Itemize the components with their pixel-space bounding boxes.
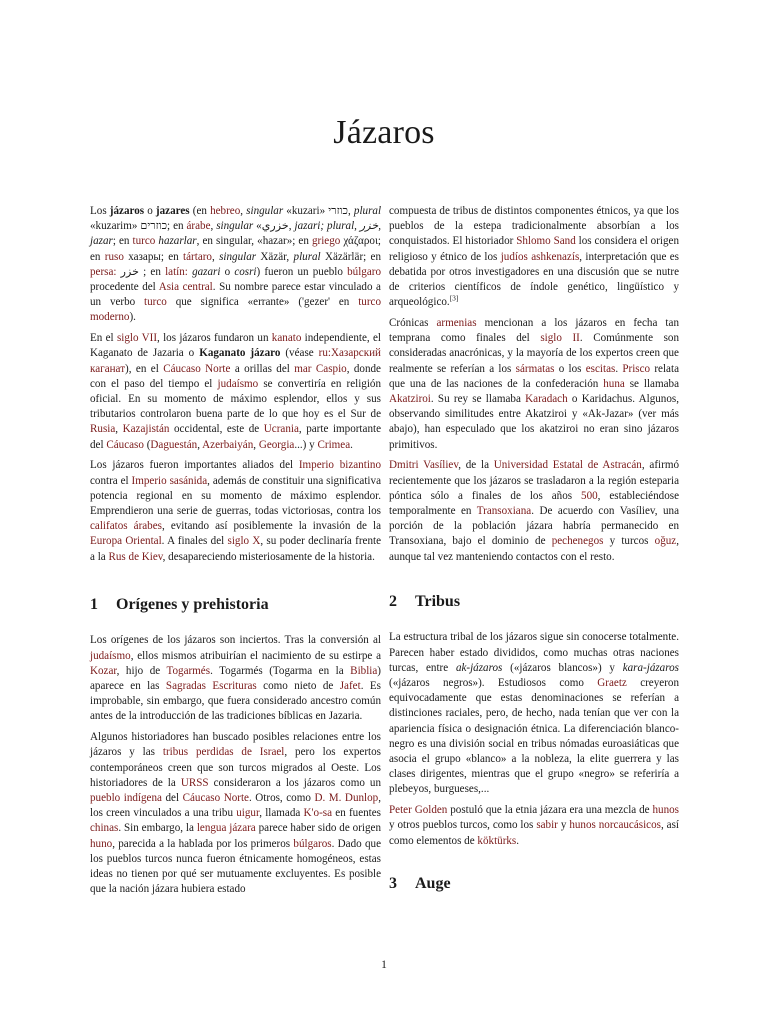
tribes-paragraph [389, 630, 679, 797]
text-run: . Dado que los pueblos turcos nunca fueron étnicamente homogéneos, estas ideas no tienen por qué ser mutuamente excluyentes. Es posible que la nación jázara hubiera estado [90, 837, 381, 896]
text-run: , aunque tal vez manteniendo contactos con el resto. [389, 535, 680, 563]
text-run: , en singular, «hazar»; en [196, 235, 312, 248]
italic-term: hazarlar [158, 235, 197, 248]
italic-term: plural [293, 250, 321, 263]
text-run: o [144, 205, 156, 217]
text-run: a orillas del [230, 362, 295, 375]
text-run: contra el [90, 474, 132, 487]
section-heading-tribes [389, 592, 679, 612]
wiki-link[interactable]: Peter Golden [389, 804, 448, 817]
left-column [90, 204, 381, 903]
text-run: ). [129, 311, 136, 324]
text-run: (en [189, 205, 211, 217]
text-run: del [161, 792, 183, 805]
wiki-link[interactable]: Prisco [622, 362, 651, 375]
text-run: o [220, 265, 235, 278]
chronicles-paragraph [389, 316, 679, 453]
wiki-link[interactable]: mar Caspio [294, 362, 347, 375]
wiki-link[interactable]: chinas [90, 822, 119, 835]
section-number: 2 [389, 593, 397, 611]
wiki-link[interactable]: Akatziroi [389, 393, 431, 406]
text-run: , parecida a la hablada por los primeros [112, 837, 294, 850]
text-run: . Su nombre parece estar vinculado a un verbo [90, 281, 381, 309]
text-run: . Es improbable, sin embargo, que fuera considerado ancestro común antes de la introducción de las tradiciones bíblicas en Jazaria. [90, 680, 381, 723]
italic-term: ak-jázaros [455, 661, 503, 674]
wiki-link[interactable]: Kazajistán [122, 423, 170, 436]
text-run: y [557, 819, 570, 832]
text-run: o Karidachus. Algunos, observando similitudes entre Akatziroi y «Ak-Jazar» (ver más abajo), han especulado que los akatziroi no eran sino jázaros primitivos. [389, 393, 679, 451]
text-run: postuló que la etnia jázara era una mezcla de [447, 804, 653, 817]
bold-term: jázaros [109, 205, 145, 217]
italic-term: jazari; plural, خزر, jazar [90, 220, 382, 248]
text-run: ; en [112, 235, 133, 248]
wiki-link[interactable]: Togarmés [166, 664, 211, 677]
text-run: («jázaros blancos») y [502, 661, 623, 674]
italic-term: plural [353, 205, 382, 217]
allies-paragraph [90, 458, 381, 564]
wiki-link[interactable]: turco [132, 235, 156, 248]
text-run: ) fueron un pueblo [256, 265, 348, 278]
wiki-link[interactable]: hebreo [210, 205, 241, 217]
text-run: se llamaba [624, 377, 679, 390]
wiki-link[interactable]: Crimea [317, 438, 351, 451]
text-run: ) aparece en las [90, 664, 381, 693]
wiki-link[interactable]: Rusia [90, 423, 116, 436]
wiki-link[interactable]: armenias [436, 317, 477, 330]
text-run: como nieto de [256, 680, 340, 693]
wiki-link[interactable]: pueblo indígena [90, 792, 162, 805]
text-run: , hijo de [116, 664, 167, 677]
italic-term: gazari [192, 265, 221, 278]
italic-term: singular [246, 205, 284, 217]
wiki-link[interactable]: escitas [585, 362, 616, 375]
text-run: хазары; en [123, 250, 184, 263]
wiki-link[interactable]: Imperio bizantino [298, 459, 381, 472]
origins-paragraph [90, 633, 381, 724]
text-run: , donde con el paso del tiempo el [90, 362, 381, 390]
text-run: Crónicas [389, 317, 437, 330]
wiki-link[interactable]: Karadach [525, 393, 568, 406]
text-run: , [253, 438, 259, 451]
wiki-link[interactable]: árabe [186, 220, 211, 233]
page-number: 1 [381, 959, 387, 971]
wiki-link[interactable]: huno [90, 837, 113, 850]
section-title: Tribus [415, 593, 461, 611]
text-run: procedente del [90, 281, 159, 294]
text-run: . Togarmés (Togarma en la [210, 664, 351, 677]
text-run: , desapareciendo misteriosamente de la historia. [162, 550, 375, 563]
text-run: relata que una de las naciones de la confederación [389, 362, 679, 390]
section-number: 1 [90, 596, 98, 614]
text-run: , de la [458, 459, 494, 472]
text-run: , [210, 220, 217, 233]
text-run: parece haber sido de origen [255, 822, 381, 835]
text-run: . [350, 438, 353, 451]
wiki-link[interactable]: turco [144, 296, 167, 309]
bold-term: Kaganato jázaro [199, 347, 281, 360]
wiki-link[interactable]: califatos árabes [90, 520, 162, 533]
wiki-link[interactable]: lengua jázara [196, 822, 256, 835]
text-run: Los orígenes de los jázaros son inciertos. Tras la conversión al [90, 634, 381, 647]
wiki-link[interactable]: oğuz [654, 535, 677, 548]
text-run: La estructura tribal de los jázaros sigue sin conocerse totalmente. Parecen haber estado divididos, como muchas otras naciones turcas, entre [389, 631, 679, 674]
text-run: , los jázaros fundaron un [157, 332, 272, 345]
text-run: se convertiría en religión oficial. En su momento de máximo esplendor, ellos y sus tributarios controlaron buena parte de lo que hoy es el Sur de [90, 377, 382, 421]
relations-paragraph [90, 730, 381, 897]
wiki-link[interactable]: Sagradas Escrituras [165, 680, 257, 693]
italic-term: singular [219, 250, 257, 263]
bold-term: jazares [155, 205, 190, 217]
text-run: (véase [280, 347, 319, 360]
wiki-link[interactable]: Universidad Estatal de Astracán [493, 459, 642, 472]
wiki-link[interactable]: Daguestán [150, 438, 198, 451]
wiki-link[interactable]: Kozar [90, 664, 117, 677]
wiki-link[interactable]: K'o-sa [303, 807, 333, 820]
text-run: creyeron equivocadamente que estas denominaciones se referían a distinciones raciales, pero, de hecho, nada tenían que ver con la apariencia física o designación étnica. La diferenciación blanco-negro es una división social en tribus nómadas euroasiáticas que asocia el grupo «blanco» a la nobleza, la elite guerrera y las clases dirigentes, mientras que el grupo «negro» se referiría a plebeyos, burgueses,... [389, 677, 679, 796]
text-run: خزر ; en [116, 265, 166, 278]
text-run: «خزري, [253, 220, 295, 233]
wiki-link[interactable]: siglo VII [116, 332, 158, 345]
wiki-link[interactable]: griego [311, 235, 341, 248]
wiki-link[interactable]: 500 [581, 489, 598, 502]
text-run: En el [90, 332, 117, 345]
text-run: . Su rey se llamaba [430, 393, 526, 406]
text-run: . Comúnmente son consideradas anacrónicas, y la mayoría de los expertos creen que realmente se referían a los [389, 332, 679, 375]
text-run: χάζαροι; en [90, 235, 382, 263]
text-run: que significa «errante» ('gezer' en [166, 296, 359, 309]
text-run: , interpretación que es debatida por otros investigadores en una discusión que se nutre de criterios científicos de índole genético, lingüístico y arqueológico. [389, 250, 679, 309]
text-run: . De acuerdo con Vasíliev, una porción de la población jázara habría permanecido en Transoxiana, bajo el dominio de [389, 505, 679, 548]
wiki-link[interactable]: ruso [104, 250, 124, 263]
text-run: y turcos [603, 535, 655, 548]
kaganate-paragraph [90, 331, 381, 453]
wiki-link[interactable]: sármatas [515, 362, 555, 375]
wiki-link[interactable]: judaísmo [217, 377, 259, 390]
text-run: Los [90, 205, 110, 217]
wiki-link[interactable]: tártaro [183, 250, 212, 263]
wiki-link[interactable]: persa: [90, 265, 117, 278]
section-number: 3 [389, 875, 397, 893]
citation[interactable]: [3] [449, 293, 459, 303]
wiki-link[interactable]: Dmitri Vasíliev [389, 459, 459, 472]
text-run: , evitando así posiblemente la invasión de la [161, 520, 381, 533]
text-run: mencionan a los jázaros en fecha tan temprana como finales del [389, 317, 679, 345]
wiki-link[interactable]: hunos norcaucásicos [569, 819, 661, 832]
wiki-link[interactable]: turco moderno [90, 296, 381, 324]
wiki-link[interactable]: Asia central [158, 281, 213, 294]
section-title: Auge [415, 875, 451, 893]
wiki-link[interactable]: tribus perdidas de Israel [162, 746, 285, 759]
wiki-link[interactable]: sabir [536, 819, 558, 832]
text-run: , estableciéndose temporalmente en [389, 489, 679, 518]
text-run: y otros pueblos turcos, como los [389, 819, 537, 832]
text-run: «kuzari» כוזרי, [283, 205, 354, 217]
wiki-link[interactable]: kanato [271, 332, 302, 345]
text-run: . A finales del [161, 535, 228, 548]
wiki-link[interactable]: Cáucaso Norte [182, 792, 249, 805]
wiki-link[interactable]: Shlomo Sand [516, 235, 576, 248]
text-run: . Otros, como [248, 792, 315, 805]
wiki-link[interactable]: Graetz [597, 677, 627, 690]
wiki-link[interactable]: Cáucaso [106, 438, 144, 451]
text-run: , así como elementos de [389, 819, 679, 847]
text-run: Algunos historiadores han buscado posibles relaciones entre los jázaros y las [90, 731, 381, 759]
text-run: occidental, este de [169, 423, 264, 436]
wiki-link[interactable]: judíos ashkenazís [500, 250, 580, 263]
golden-paragraph [389, 803, 679, 849]
text-run: , [115, 423, 123, 436]
text-run: , [211, 250, 220, 263]
text-run: , pero los expertos contemporáneos creen que son turcos migrados al Oeste. Los historiadores de la [90, 746, 381, 789]
text-run: . Sin embargo, la [118, 822, 197, 835]
section-heading-origins [90, 595, 381, 615]
wiki-link[interactable]: D. M. Dunlop [314, 792, 379, 805]
text-run: ...) y [294, 438, 318, 451]
wiki-link[interactable]: Biblia [350, 664, 378, 677]
text-run: independiente, el Kaganato de Jazaria o [90, 332, 381, 360]
text-run: . [615, 362, 623, 375]
wiki-link[interactable]: Transoxiana [476, 505, 532, 518]
wiki-link[interactable]: judaísmo [90, 649, 131, 662]
text-run: ), en el [125, 362, 164, 375]
text-run: («jázaros negros»). Estudiosos como [389, 677, 598, 690]
text-run: , [240, 205, 247, 217]
text-run: los considera el origen religioso y étnico de los [389, 235, 680, 263]
section-heading-rise [389, 874, 679, 894]
text-run: . [516, 834, 520, 847]
wiki-link[interactable]: siglo II [540, 332, 580, 345]
vasiliev-paragraph [389, 458, 679, 564]
section-title: Orígenes y prehistoria [116, 596, 269, 614]
wiki-link[interactable]: URSS [180, 776, 209, 789]
text-run: consideraron a los jázaros como un [208, 776, 381, 789]
page-title: Jázaros [333, 114, 435, 151]
text-run: «kuzarim» כוזרים; en [90, 220, 187, 233]
wiki-link[interactable]: búlgaros [293, 837, 332, 850]
wiki-link[interactable]: ru:Хазарский каганат [90, 347, 381, 375]
text-run: Xäzärlär; en [320, 250, 381, 263]
italic-term: cosri [234, 265, 257, 278]
wiki-link[interactable]: Azerbaiyán [202, 438, 254, 451]
text-run: , parte importante del [90, 423, 381, 451]
wiki-link[interactable]: uigur [236, 807, 260, 820]
wiki-link[interactable]: Imperio sasánida [131, 474, 208, 487]
wiki-link[interactable]: Jafet [339, 680, 361, 693]
wiki-link[interactable]: hunos [652, 804, 679, 817]
text-run: Xäzär, [256, 250, 294, 263]
text-run: , ellos mismos atribuirían el nacimiento de su estirpe a [130, 649, 381, 662]
wiki-link[interactable]: búlgaro [347, 265, 381, 278]
wiki-link[interactable]: Europa Oriental [90, 535, 162, 548]
text-run: , su poder declinaría frente a la [90, 535, 381, 563]
wiki-link[interactable]: latín: [165, 265, 188, 278]
wiki-link[interactable]: köktürks [477, 834, 517, 847]
text-run: , afirmó recientemente que los jázaros se trasladaron a la región esteparia póntica sólo a finales de los años [389, 459, 679, 502]
wiki-link[interactable]: huna [603, 377, 625, 390]
text-run: , [197, 438, 203, 451]
text-run: , los creen vinculados a una tribu [90, 792, 381, 820]
wiki-link[interactable]: siglo X [227, 535, 261, 548]
text-run: Los jázaros fueron importantes aliados del [90, 459, 299, 472]
text-run: , además de constituir una significativa potencia regional en su momento de máximo esplendor. Emprendieron una serie de guerras, todas victoriosas, contra los [90, 474, 381, 518]
wiki-link[interactable]: Ucrania [263, 423, 299, 436]
wiki-link[interactable]: Rus de Kiev [108, 550, 163, 563]
italic-term: singular [216, 220, 254, 233]
text-run: ( [143, 438, 151, 451]
wiki-link[interactable]: Georgia [258, 438, 295, 451]
text-run: , llamada [259, 807, 304, 820]
text-run: o los [554, 362, 586, 375]
text-run: compuesta de tribus de distintos componentes étnicos, ya que los pueblos de la estepa tradicionalmente absorbían a los conquistados. El historiador [389, 205, 679, 248]
composition-paragraph [389, 204, 679, 310]
italic-term: kara-jázaros [622, 661, 679, 674]
wiki-link[interactable]: Cáucaso Norte [163, 362, 231, 375]
text-run: en fuentes [332, 807, 381, 820]
right-column [389, 204, 679, 894]
intro-paragraph [90, 204, 381, 326]
wiki-link[interactable]: pechenegos [551, 535, 604, 548]
